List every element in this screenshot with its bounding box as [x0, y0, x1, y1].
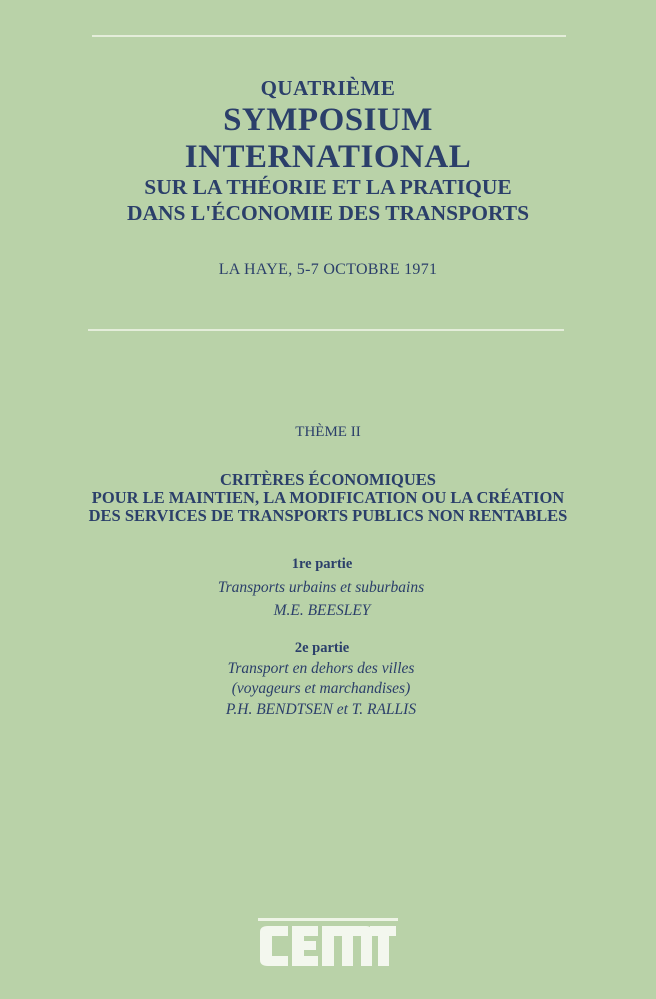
part2-subject-line-2: (voyageurs et marchandises) [231, 680, 411, 697]
part1-author: M.E. BEESLEY [273, 602, 371, 619]
ordinal-title: QUATRIÈME [260, 76, 396, 100]
part1-subject: Transports urbains et suburbains [217, 579, 425, 596]
place-date: LA HAYE, 5-7 OCTOBRE 1971 [218, 261, 438, 278]
part2-authors: P.H. BENDTSEN et T. RALLIS [225, 701, 417, 718]
middle-divider [88, 329, 564, 331]
part2-subject-line-1: Transport en dehors des villes [227, 660, 415, 677]
theme-title-line-1: CRITÈRES ÉCONOMIQUES [220, 470, 436, 489]
top-divider [92, 35, 566, 37]
theme-title-line-2: POUR LE MAINTIEN, LA MODIFICATION OU LA CRÉATION [91, 488, 565, 507]
part1-label: 1re partie [291, 556, 353, 572]
symposium-title: SYMPOSIUM [223, 102, 433, 138]
cemt-logo [258, 918, 398, 974]
subtitle-line-2: DANS L'ÉCONOMIE DES TRANSPORTS [126, 201, 530, 225]
theme-title-line-3: DES SERVICES DE TRANSPORTS PUBLICS NON RENTABLES [88, 506, 568, 525]
part2-label: 2e partie [294, 640, 350, 656]
international-title: INTERNATIONAL [184, 139, 472, 175]
theme-label: THÈME II [295, 424, 361, 440]
subtitle-line-1: SUR LA THÉORIE ET LA PRATIQUE [144, 175, 512, 199]
